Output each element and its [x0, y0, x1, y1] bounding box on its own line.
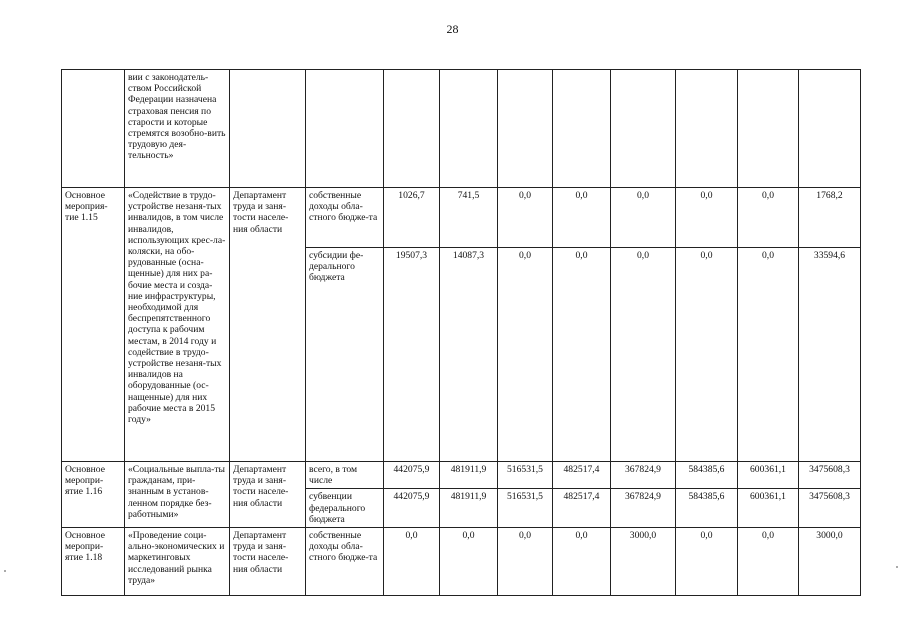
value-cell [738, 70, 799, 188]
value-cell: 482517,4 [553, 462, 611, 489]
value-cell [384, 70, 440, 188]
table-row [62, 70, 861, 188]
value-cell: 0,0 [676, 188, 738, 248]
value-cell: 481911,9 [440, 462, 498, 489]
table-row [62, 188, 861, 248]
value-cell: 33594,6 [799, 248, 861, 462]
value-cell: 1768,2 [799, 188, 861, 248]
value-cell: 1026,7 [384, 188, 440, 248]
description-cell: «Социальные выпла-ты гражданам, при-знанным в установ-ленном порядке без-работными» [125, 462, 230, 528]
description-cell: «Проведение соци-ально-экономических и маркетинговых исследований рынка труда» [125, 528, 230, 596]
value-cell: 442075,9 [384, 462, 440, 489]
source-cell: собственные доходы обла-стного бюдже-та [306, 528, 384, 596]
value-cell: 3475608,3 [799, 489, 861, 528]
table-row [62, 528, 861, 596]
value-cell: 741,5 [440, 188, 498, 248]
value-cell: 516531,5 [498, 489, 553, 528]
event-cell: Основное меропри-ятие 1.16 [62, 462, 125, 528]
table-row [62, 462, 861, 489]
value-cell: 442075,9 [384, 489, 440, 528]
source-cell: собственные доходы обла-стного бюдже-та [306, 188, 384, 248]
value-cell [440, 70, 498, 188]
value-cell: 0,0 [553, 248, 611, 462]
source-cell: всего, в том числе [306, 462, 384, 489]
value-cell: 367824,9 [611, 462, 676, 489]
value-cell [799, 70, 861, 188]
value-cell: 0,0 [738, 248, 799, 462]
scan-speck [896, 566, 898, 568]
value-cell: 367824,9 [611, 489, 676, 528]
value-cell [498, 70, 553, 188]
value-cell: 0,0 [676, 248, 738, 462]
description-cell: «Содействие в трудо-устройстве незаня-тых инвалидов, в том числе инвалидов, использующих крес-ла-коляски, на обо-рудованные (осна-щенные) для них ра-бочие места и созда-ние инфраструктуры, необходимой для беспрепятственного доступа к рабочим местам, в 2014 году и содействие в трудо-устройстве незаня-тых инвалидов на оборудованные (ос-нащенные) для них рабочие места в 2015 году» [125, 188, 230, 462]
executor-cell: Департамент труда и заня-тости населе-ния области [230, 528, 306, 596]
value-cell [676, 70, 738, 188]
value-cell: 0,0 [738, 188, 799, 248]
value-cell: 600361,1 [738, 462, 799, 489]
value-cell: 600361,1 [738, 489, 799, 528]
value-cell: 0,0 [498, 528, 553, 596]
event-cell: Основное меропри-ятие 1.18 [62, 528, 125, 596]
value-cell: 0,0 [440, 528, 498, 596]
value-cell: 481911,9 [440, 489, 498, 528]
value-cell: 0,0 [676, 528, 738, 596]
value-cell [611, 70, 676, 188]
executor-cell: Департамент труда и заня-тости населе-ния области [230, 188, 306, 462]
value-cell: 3475608,3 [799, 462, 861, 489]
value-cell: 0,0 [553, 188, 611, 248]
scan-speck [4, 570, 6, 572]
value-cell: 0,0 [498, 188, 553, 248]
value-cell [553, 70, 611, 188]
description-cell: вии с законодатель-ством Российской Федерации назначена страховая пенсия по старости и которые стремятся возобно-вить трудовую дея-тельность» [125, 70, 230, 188]
executor-cell: Департамент труда и заня-тости населе-ния области [230, 462, 306, 528]
value-cell: 482517,4 [553, 489, 611, 528]
value-cell: 584385,6 [676, 489, 738, 528]
value-cell: 0,0 [553, 528, 611, 596]
value-cell: 584385,6 [676, 462, 738, 489]
executor-cell [230, 70, 306, 188]
value-cell: 0,0 [738, 528, 799, 596]
source-cell [306, 70, 384, 188]
event-cell [62, 70, 125, 188]
page-number: 28 [446, 22, 459, 36]
source-cell: субвенции федерального бюджета [306, 489, 384, 528]
value-cell: 0,0 [498, 248, 553, 462]
value-cell: 0,0 [611, 188, 676, 248]
source-cell: субсидии фе-дерального бюджета [306, 248, 384, 462]
value-cell: 516531,5 [498, 462, 553, 489]
value-cell: 0,0 [611, 248, 676, 462]
value-cell: 14087,3 [440, 248, 498, 462]
value-cell: 0,0 [384, 528, 440, 596]
value-cell: 19507,3 [384, 248, 440, 462]
value-cell: 3000,0 [611, 528, 676, 596]
event-cell: Основное мероприя-тие 1.15 [62, 188, 125, 462]
value-cell: 3000,0 [799, 528, 861, 596]
budget-table [61, 69, 861, 596]
